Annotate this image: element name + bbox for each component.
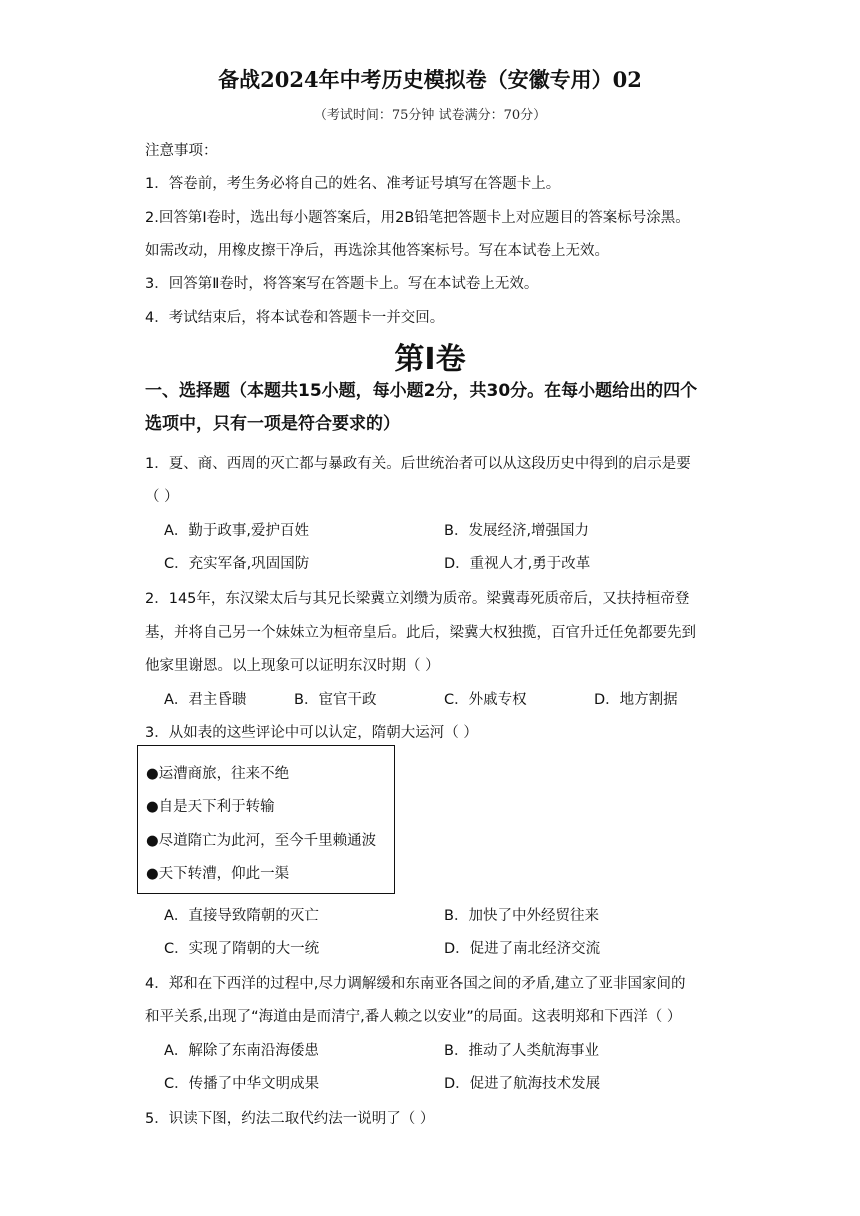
- section-heading: 一、选择题（本题共15小题，每小题2分，共30分。在每小题给出的四个: [145, 381, 698, 401]
- question-3-option-d[interactable]: D．促进了南北经济交流: [444, 941, 601, 957]
- question-2-stem: 他家里谢恩。以上现象可以证明东汉时期（ ）: [145, 658, 440, 674]
- question-3-option-c[interactable]: C．实现了隋朝的大一统: [164, 941, 320, 957]
- question-1-stem: （ ）: [145, 489, 179, 505]
- notes-heading: 注意事项：: [145, 143, 218, 159]
- quote-item: ●自是天下利于转输: [146, 799, 275, 815]
- volume-title: 第Ⅰ卷: [394, 342, 466, 377]
- note-item: 4．考试结束后，将本试卷和答题卡一并交回。: [145, 310, 445, 326]
- question-4-option-b[interactable]: B．推动了人类航海事业: [444, 1043, 599, 1059]
- quote-item: ●运漕商旅，往来不绝: [146, 766, 290, 782]
- quote-item: ●天下转漕，仰此一渠: [146, 866, 290, 882]
- question-1-option-c[interactable]: C．充实军备,巩固国防: [164, 556, 310, 572]
- quote-item: ●尽道隋亡为此河，至今千里赖通波: [146, 833, 377, 849]
- note-item: 2.回答第Ⅰ卷时，选出每小题答案后，用2B铅笔把答题卡上对应题目的答案标号涂黑。: [145, 210, 690, 226]
- note-item: 3．回答第Ⅱ卷时，将答案写在答题卡上。写在本试卷上无效。: [145, 276, 539, 292]
- question-2-option-c[interactable]: C．外戚专权: [444, 692, 527, 708]
- question-1-option-b[interactable]: B．发展经济,增强国力: [444, 523, 590, 539]
- quote-table: [137, 745, 395, 894]
- exam-title: 备战2024年中考历史模拟卷（安徽专用）02: [218, 67, 642, 92]
- question-1-stem: 1．夏、商、西周的灭亡都与暴政有关。后世统治者可以从这段历史中得到的启示是要: [145, 456, 691, 472]
- note-item: 1．答卷前，考生务必将自己的姓名、准考证号填写在答题卡上。: [145, 176, 561, 192]
- question-4-option-d[interactable]: D．促进了航海技术发展: [444, 1076, 601, 1092]
- question-4-stem: 和平关系,出现了“海道由是而清宁,番人赖之以安业”的局面。这表明郑和下西洋（ ）: [145, 1009, 682, 1025]
- question-5-stem: 5．识读下图，约法二取代约法一说明了（ ）: [145, 1111, 435, 1127]
- exam-subtitle: （考试时间：75分钟 试卷满分：70分）: [313, 108, 547, 123]
- question-4-stem: 4．郑和在下西洋的过程中,尽力调解缓和东南亚各国之间的矛盾,建立了亚非国家间的: [145, 976, 686, 992]
- section-heading: 选项中，只有一项是符合要求的）: [145, 414, 400, 434]
- question-4-option-a[interactable]: A．解除了东南沿海倭患: [164, 1043, 319, 1059]
- question-2-stem: 2．145年，东汉梁太后与其兄长梁冀立刘缵为质帝。梁冀毒死质帝后，又扶持桓帝登: [145, 591, 690, 607]
- question-3-option-b[interactable]: B．加快了中外经贸往来: [444, 908, 599, 924]
- question-1-option-a[interactable]: A．勤于政事,爱护百姓: [164, 523, 310, 539]
- question-3-option-a[interactable]: A．直接导致隋朝的灭亡: [164, 908, 319, 924]
- question-2-stem: 基，并将自己另一个妹妹立为桓帝皇后。此后，梁冀大权独揽，百官升迁任免都要先到: [145, 625, 696, 641]
- question-4-option-c[interactable]: C．传播了中华文明成果: [164, 1076, 320, 1092]
- question-2-option-d[interactable]: D．地方割据: [594, 692, 678, 708]
- question-2-option-b[interactable]: B．宦官干政: [294, 692, 377, 708]
- question-3-stem: 3．从如表的这些评论中可以认定，隋朝大运河（ ）: [145, 725, 478, 741]
- note-item: 如需改动，用橡皮擦干净后，再选涂其他答案标号。写在本试卷上无效。: [145, 243, 609, 259]
- question-1-option-d[interactable]: D．重视人才,勇于改革: [444, 556, 591, 572]
- question-2-option-a[interactable]: A．君主昏聩: [164, 692, 247, 708]
